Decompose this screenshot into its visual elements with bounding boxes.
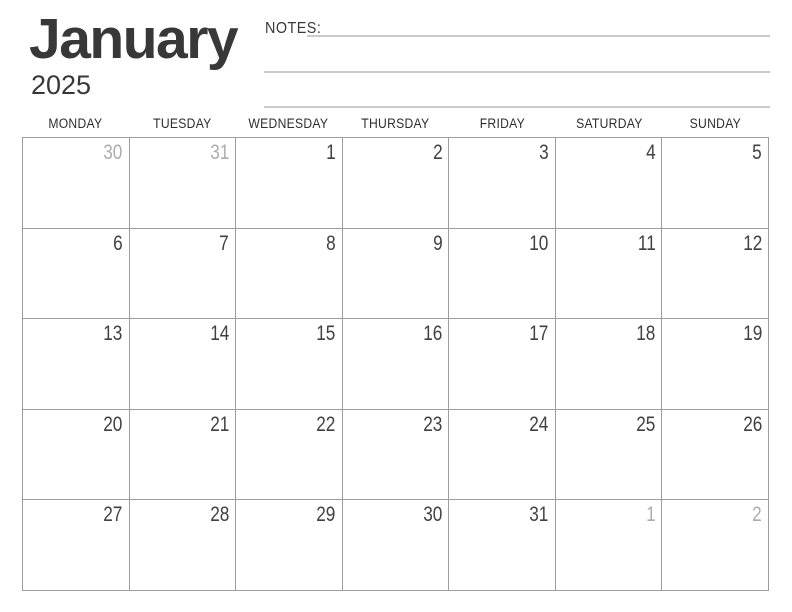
date-number: 14 [209,322,230,346]
date-number: 16 [423,322,443,346]
date-number: 6 [112,231,123,255]
calendar-cell [236,410,343,501]
calendar-cell [130,138,237,229]
calendar-cell [236,500,343,591]
notes-ruled-line [307,35,770,37]
date-number: 8 [326,231,336,255]
date-number: 13 [103,322,123,346]
date-number: 1 [326,141,336,164]
date-number: 21 [209,412,230,436]
calendar-cell [343,138,450,229]
calendar-cell [343,410,450,501]
date-number: 31 [209,141,230,164]
date-number: 30 [423,503,443,527]
date-number: 24 [529,412,549,436]
calendar-cell [556,500,663,591]
calendar-cell [449,229,556,320]
date-number: 25 [636,412,656,436]
date-number: 19 [742,322,762,346]
calendar-cell [23,500,130,591]
date-number: 7 [219,231,230,255]
date-number: 9 [432,231,443,255]
calendar-cell [130,500,237,591]
calendar-cell [449,319,556,410]
calendar-cell [449,410,556,501]
calendar-cell [23,138,130,229]
date-number: 18 [636,322,656,346]
calendar-cell [662,500,769,591]
date-number: 31 [529,503,549,527]
calendar-cell [236,319,343,410]
day-header-wednesday: WEDNESDAY [248,116,329,131]
date-number: 10 [529,231,549,255]
month-title: January [29,7,238,71]
date-number: 29 [316,503,336,527]
year-subtitle: 2025 [31,70,92,100]
date-number: 20 [103,412,123,436]
date-number: 5 [752,141,762,164]
day-header-tuesday: TUESDAY [152,116,212,131]
date-number: 2 [432,141,443,164]
day-header-saturday: SATURDAY [575,116,643,131]
date-number: 15 [316,322,336,346]
calendar-cell [556,138,663,229]
calendar-cell [662,319,769,410]
title-block [29,7,238,100]
day-header-thursday: THURSDAY [361,116,430,131]
calendar-cell [556,319,663,410]
date-number: 2 [752,503,762,527]
notes-ruled-line [264,106,770,108]
date-number: 22 [316,412,336,436]
date-number: 12 [742,231,762,255]
date-number: 17 [529,322,549,346]
calendar-cell [449,500,556,591]
calendar-grid [22,137,769,591]
date-number: 1 [645,503,656,527]
calendar-cell [23,410,130,501]
calendar-cell [236,229,343,320]
calendar-cell [130,229,237,320]
date-number: 23 [423,412,443,436]
calendar-cell [556,229,663,320]
calendar-cell [662,410,769,501]
date-number: 3 [539,141,549,164]
calendar-cell [236,138,343,229]
date-number: 30 [103,141,123,164]
calendar-cell [23,319,130,410]
calendar-cell [343,500,450,591]
calendar-cell [662,229,769,320]
day-header-friday: FRIDAY [479,116,525,131]
day-header-monday: MONDAY [48,116,103,131]
date-number: 28 [209,503,230,527]
date-number: 27 [103,503,123,527]
date-number: 11 [637,231,656,255]
date-number: 4 [645,141,656,164]
notes-ruled-line [264,71,770,73]
calendar-cell [343,229,450,320]
calendar-cell [449,138,556,229]
day-header-sunday: SUNDAY [689,116,742,131]
notes-section [264,20,770,112]
calendar-cell [130,319,237,410]
calendar-cell [23,229,130,320]
calendar-cell [556,410,663,501]
date-number: 26 [742,412,762,436]
calendar-cell [343,319,450,410]
calendar-cell [130,410,237,501]
calendar-cell [662,138,769,229]
notes-label: NOTES: [265,20,322,37]
day-header-row [22,116,769,131]
